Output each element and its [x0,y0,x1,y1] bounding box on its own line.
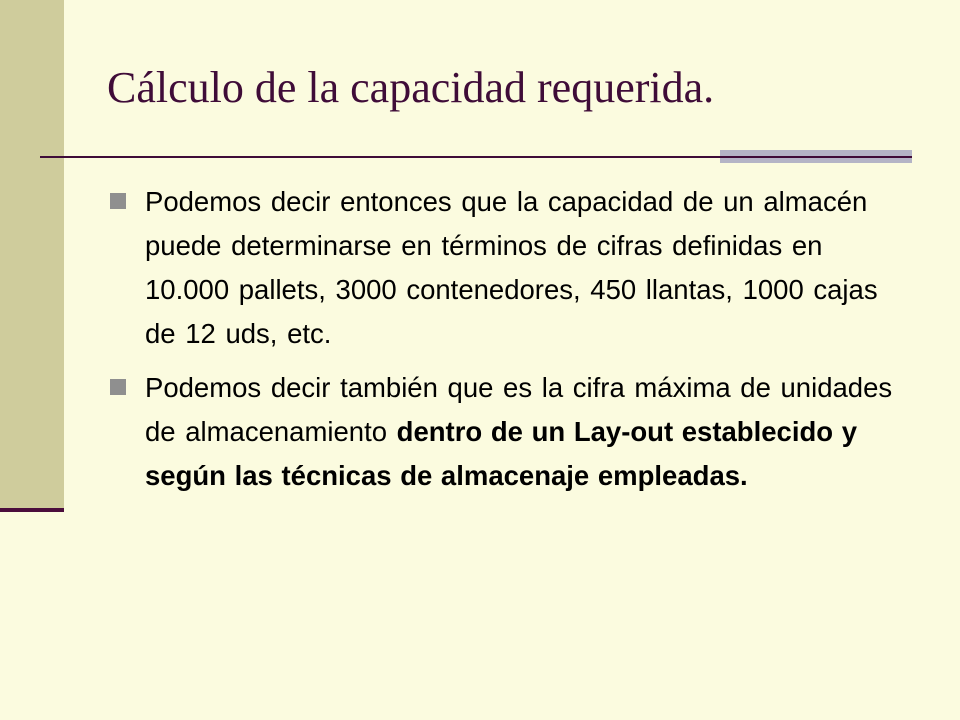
bullet-list [108,180,908,508]
bullet-square-icon [110,379,126,395]
bullet-bold-text: dentro de un Lay-out establecido y según las técnicas de almacenaje empleadas. [145,416,857,491]
bullet-square-icon [110,193,126,209]
bullet-item [108,180,908,356]
bullet-text: Podemos decir entonces que la capacidad de un almacén puede determinarse en términos de cifras definidas en 10.000 pallets, 3000 contenedores, 450 llantas, 1000 cajas de 12 uds, etc. [145,186,878,349]
bullet-item [108,366,908,498]
slide-title: Cálculo de la capacidad requerida. [107,63,715,112]
bullet-text: Podemos decir también que es la cifra máxima de unidades de almacenamiento [145,372,893,447]
title-divider-accent [720,150,912,163]
side-band [0,0,64,512]
side-band-underline [0,508,64,512]
